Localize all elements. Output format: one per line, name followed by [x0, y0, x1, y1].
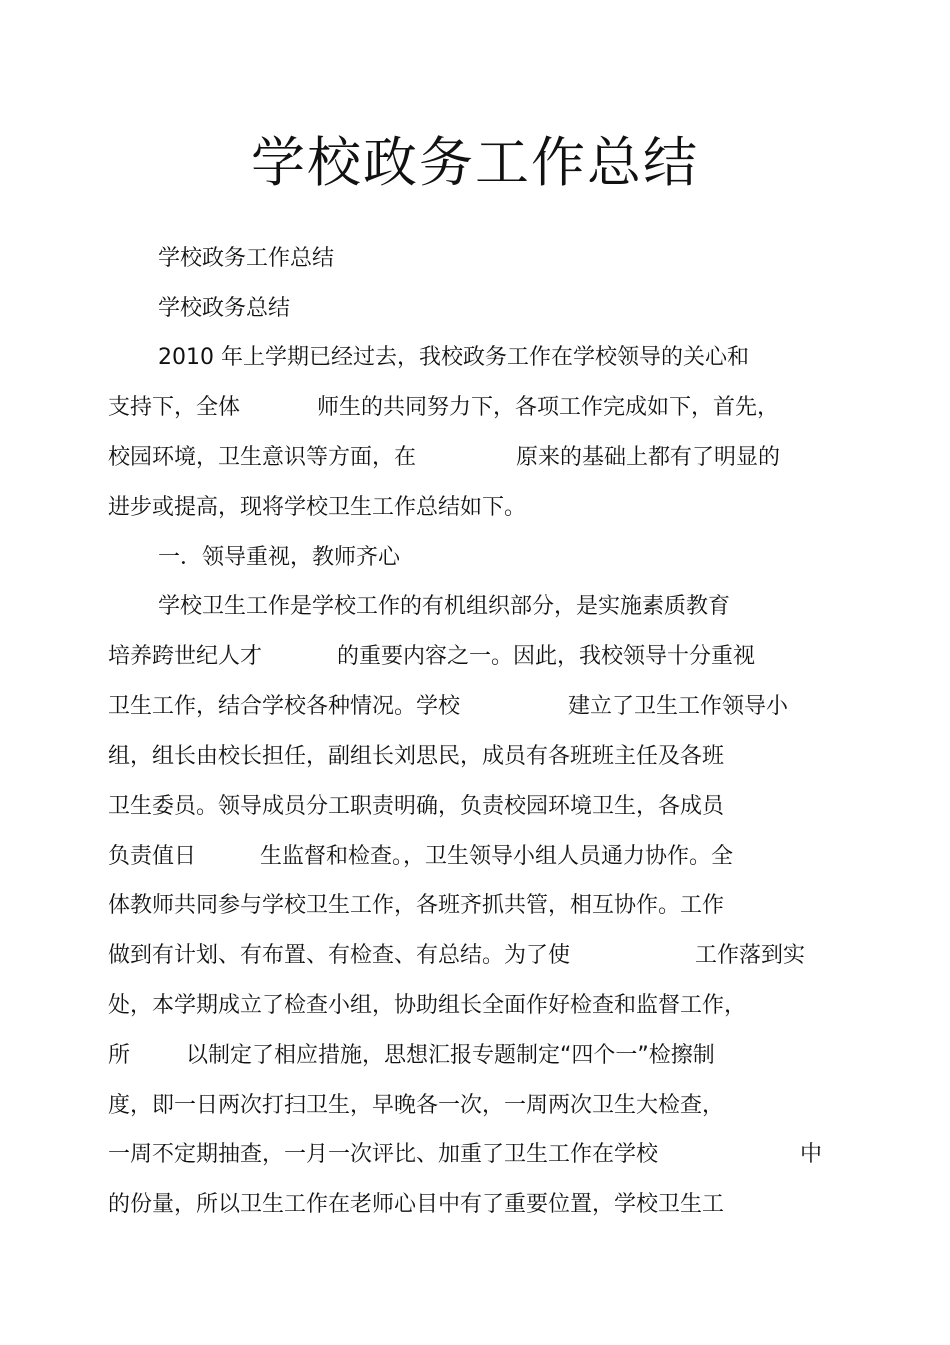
- section-heading: 一．领导重视，教师齐心: [158, 545, 401, 570]
- paragraph-line: 负责值日 生监督和检查。，卫生领导小组人员通力协作。全: [108, 844, 734, 869]
- paragraph-line: 卫生工作，结合学校各种情况。学校 建立了卫生工作领导小: [108, 694, 789, 719]
- paragraph-line: 处，本学期成立了检查小组，协助组长全面作好检查和监督工作，: [108, 993, 747, 1018]
- paragraph-line: 体教师共同参与学校卫生工作，各班齐抓共管，相互协作。工作: [108, 893, 725, 918]
- paragraph-line: 度，即一日两次打扫卫生，早晚各一次，一周两次卫生大检查，: [108, 1093, 725, 1118]
- paragraph-line: 进步或提高，现将学校卫生工作总结如下。: [108, 495, 527, 520]
- paragraph-line: 的份量，所以卫生工作在老师心目中有了重要位置，学校卫生工: [108, 1192, 725, 1217]
- paragraph-line: 校园环境，卫生意识等方面，在 原来的基础上都有了明显的: [108, 445, 781, 470]
- paragraph-line: 一周不定期抽查，一月一次评比、加重了卫生工作在学校 中: [108, 1142, 823, 1167]
- paragraph-line: 组，组长由校长担任，副组长刘思民，成员有各班班主任及各班: [108, 744, 725, 769]
- document-title: 学校政务工作总结: [251, 131, 699, 194]
- paragraph-line: 支持下，全体 师生的共同努力下，各项工作完成如下，首先，: [108, 395, 780, 420]
- paragraph-line: 卫生委员。领导成员分工职责明确，负责校园环境卫生，各成员: [108, 794, 725, 819]
- paragraph-line: 所 以制定了相应措施，思想汇报专题制定“四个一”检擦制: [108, 1043, 715, 1068]
- paragraph-line: 学校政务工作总结: [158, 246, 335, 271]
- paragraph-line: 培养跨世纪人才 的重要内容之一。因此，我校领导十分重视: [108, 644, 756, 669]
- paragraph-line: 学校卫生工作是学校工作的有机组织部分，是实施素质教育: [158, 594, 731, 619]
- paragraph-line: 2010 年上学期已经过去，我校政务工作在学校领导的关心和: [158, 345, 749, 370]
- paragraph-line: 做到有计划、有布置、有检查、有总结。为了使 工作落到实: [108, 943, 806, 968]
- paragraph-line: 学校政务总结: [158, 296, 291, 321]
